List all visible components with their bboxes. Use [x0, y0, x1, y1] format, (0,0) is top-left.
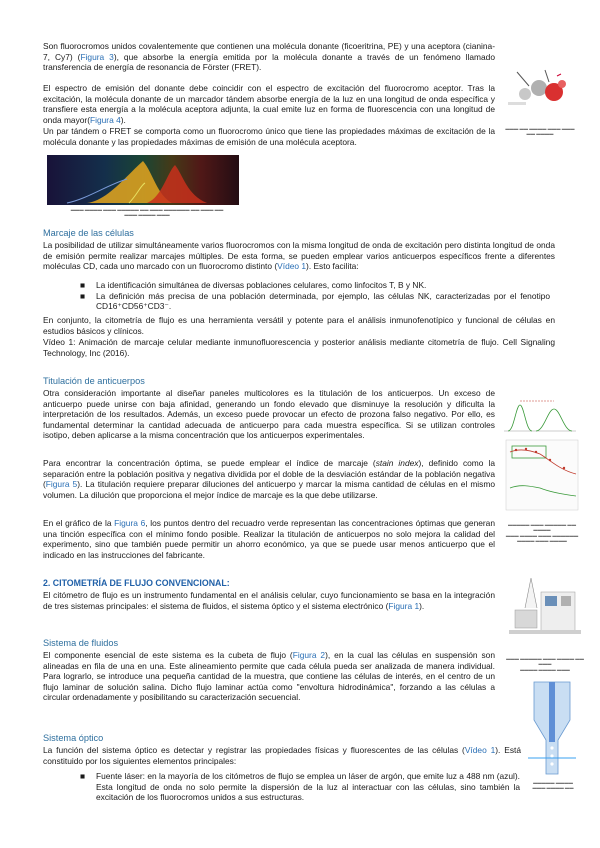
figura-1-link[interactable]: Figura 1 [388, 600, 420, 611]
figure-4-spectrum-chart [47, 155, 239, 205]
figura-3-link[interactable]: Figura 3 [80, 51, 114, 62]
titulacion-paragraph-1: Otra consideración importante al diseñar paneles multicolores es la titulación de los anticuerpos. Un exceso de anticuerpo puede unirse con baja afinidad, generando un fondo elevado que disminuye la resolución y dificulta la interpretación de los resultados. Además, un exceso puede provocar un efecto de prozona falso negativo. Por ello, es fundamental determinar la cantidad adecuada de anticuerpo para cada muestra específica. Si se utilizan controles isotipo, deben aplicarse a la misma concentración que los anticuerpos experimentales. [43, 388, 495, 441]
figure-4-caption: ▬▬▬ ▬▬▬▬ ▬▬▬ ▬▬▬▬▬ ▬▬ ▬▬▬ ▬▬▬▬▬▬ ▬▬ ▬▬▬ ▬▬ ▬▬▬ ▬▬▬▬ ▬▬▬ [70, 207, 224, 218]
figure-1-caption: ▬▬▬ ▬▬▬▬▬ ▬▬▬ ▬▬▬▬ ▬▬ ▬▬▬ ▬▬▬▬ ▬▬▬▬ ▬▬▬ [506, 656, 584, 672]
figure-3-caption: ▬▬▬ ▬▬ ▬▬▬▬ ▬▬▬ ▬▬▬ ▬▬ ▬▬▬▬ [505, 126, 575, 137]
figura-4-link[interactable]: Figura 4 [90, 114, 121, 125]
fluidos-paragraph: El componente esencial de este sistema es la cubeta de flujo (Figura 2), en la cual las células en suspensión son alineadas en fila de una en una. Este alineamiento permite que cada célula pueda ser analizada de manera individual. Para lograrlo, se introduce una pequeña cantidad de la muestra, que contiene las células de interés, en el centro de un flujo laminar de solución salina. Dicho flujo laminar actúa como "envoltura hidrodinámica", forzando a las células a circular ordenadamente y posibilitando su caracterización secuencial. [43, 650, 495, 703]
list-item: ■ Fuente láser: en la mayoría de los citómetros de flujo se emplea un láser de argón, que emite luz a 488 nm (azul). Esta longitud de onda no solo permite la dispersión de la luz al interactuar con las células, sino también la excitación de los fluorocromos unidos a sus estructuras. [80, 771, 520, 803]
titulacion-heading: Titulación de anticuerpos [43, 376, 145, 386]
marcaje-bullet-list [80, 280, 550, 312]
fret-paragraph-2: El espectro de emisión del donante debe coincidir con el espectro de excitación del fluorocromo aceptor. Tras la excitación, la molécula donante de un marcador tándem absorbe energía de la luz en una longitud de onda específica y transfiere esta energía a la molécula aceptora adjunta, la cual emite luz en forma de fluorescencia con una longitud de onda mayor(Figura 4). [43, 83, 495, 125]
list-item: ■ La definición más precisa de una población determinada, por ejemplo, las células NK, caracterizadas por el fenotipo CD16⁺CD56⁺CD3⁻. [80, 290, 550, 312]
video-1-link-optico[interactable]: Vídeo 1 [464, 745, 496, 755]
marcaje-heading: Marcaje de las células [43, 228, 134, 238]
optico-bullet-list [80, 771, 520, 803]
figure-2-flow-cell [528, 680, 576, 776]
marcaje-paragraph-2: En conjunto, la citometría de flujo es una herramienta versátil y potente para el análisis inmunofenotípico y funcional de células en estudios básicos y clínicos. [43, 315, 555, 336]
video-1-caption: Vídeo 1: Animación de marcaje celular mediante inmunofluorescencia y posterior análisis mediante citometría de flujo. Cell Signaling Technology, Inc (2016). [43, 337, 555, 358]
figure-5-histogram [500, 395, 580, 435]
fret-paragraph-3: Un par tándem o FRET se comporta como un fluorocromo único que tiene las propiedades máximas de excitación de la molécula donante y las propiedades máximas de emisión de una molécula aceptora. [43, 126, 495, 147]
figure-3-tandem-diagram [505, 52, 575, 122]
figura-2-link[interactable]: Figura 2 [292, 650, 326, 660]
figure-2-caption: ▬▬▬▬▬ ▬▬▬▬ ▬▬▬ ▬▬▬▬ ▬▬ [532, 780, 574, 791]
citometria-heading: 2. CITOMETRÍA DE FLUJO CONVENCIONAL: [43, 578, 230, 588]
optico-heading: Sistema óptico [43, 733, 104, 743]
fluidos-heading: Sistema de fluidos [43, 638, 119, 648]
titulacion-paragraph-2: Para encontrar la concentración óptima, se puede emplear el índice de marcaje (stain index), definido como la separación entre la población positiva y negativa dividida por el doble de la desviación estándar de la población negativa (Figura 5). La titulación requiere preparar diluciones del anticuerpo y marcar la misma cantidad de células en el mismo volumen. La dilución que proporciona el mejor índice de marcaje es la que debe utilizarse. [43, 458, 495, 500]
figura-5-link[interactable]: Figura 5 [45, 479, 78, 490]
video-1-link[interactable]: Vídeo 1 [277, 261, 307, 272]
list-item: ■ La identificación simultánea de diversas poblaciones celulares, como linfocitos T, B y NK. [80, 280, 427, 290]
fret-paragraph-1: Son fluorocromos unidos covalentemente que contienen una molécula donante (ficoeritrina, PE) y una aceptora (cianina-7, Cy7) (Figura 3), que absorbe la energía emitida por la molécula donante a través de un fenómeno llamado transferencia de energía de resonancia de Förster (FRET). [43, 41, 495, 73]
marcaje-paragraph-1: La posibilidad de utilizar simultáneamente varios fluorocromos con la misma longitud de onda de excitación pero distinta longitud de onda de emisión permite realizar marcajes múltiples. De esta forma, se pueden emplear varios anticuerpos específicos frente a diferentes moléculas CD, cada uno marcado con un fluorocromo distinto (Vídeo 1). Esto facilita: [43, 240, 555, 272]
figure-6-titration-plot [500, 438, 582, 516]
titulacion-paragraph-3: En el gráfico de la Figura 6, los puntos dentro del recuadro verde representan las concentraciones óptimas que generan una tinción específica con el mínimo fondo posible. Realizar la titulación de anticuerpos no solo mejora la calidad del experimento, sino que también puede permitir un ahorro económico, ya que se puede usar menos anticuerpo que el indicado en las instrucciones del fabricante. [43, 518, 495, 560]
figura-6-link[interactable]: Figura 6 [114, 518, 146, 528]
citometria-paragraph: El citómetro de flujo es un instrumento fundamental en el análisis celular, cuyo funcionamiento se basa en la integración de tres sistemas principales: el sistema de fluidos, el sistema óptico y el sistema electrónico (Figura 1). [43, 590, 495, 611]
optico-paragraph: La función del sistema óptico es detectar y registrar las propiedades físicas y fluorescentes de las células (Vídeo 1). Está constituido por los siguientes elementos principales: [43, 745, 522, 766]
figure-1-cytometer-diagram [505, 570, 585, 642]
figure-6-caption: ▬▬▬▬▬ ▬▬▬ ▬▬▬▬▬ ▬▬ ▬▬▬▬ ▬▬▬ ▬▬▬▬ ▬▬▬ ▬▬▬▬▬▬ ▬▬▬▬ ▬▬▬ ▬▬▬▬ [505, 522, 579, 544]
